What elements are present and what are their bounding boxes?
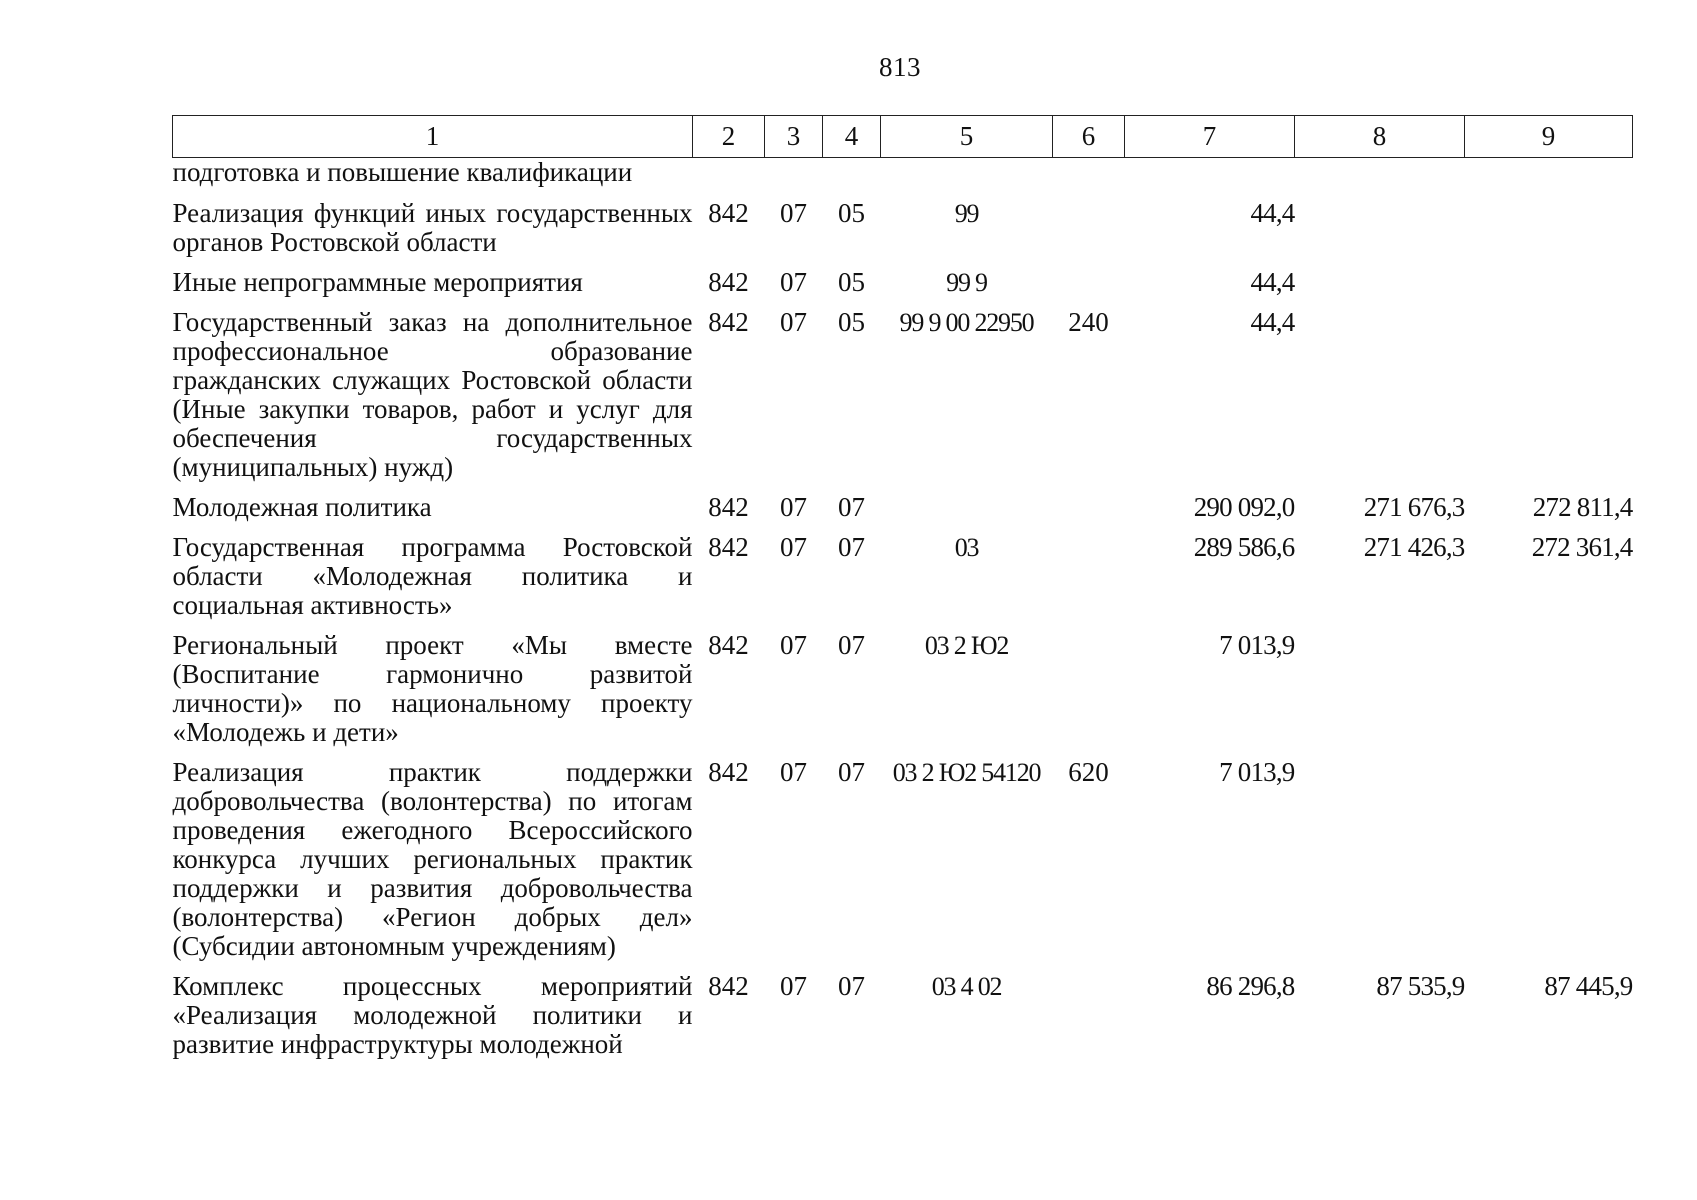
target-article-code: 03 2 Ю2 54120 bbox=[892, 758, 1041, 787]
row-name: Комплекс процессных мероприятий «Реализация молодежной политики и развитие инфраструктуры молодежной bbox=[172, 971, 693, 1059]
amount-col8 bbox=[1295, 758, 1465, 972]
amount-col9 bbox=[1465, 308, 1633, 493]
amount-col7: 44,4 bbox=[1250, 267, 1295, 297]
page-number: 813 bbox=[879, 52, 921, 82]
table-row bbox=[173, 199, 1633, 268]
table-row bbox=[173, 533, 1633, 631]
amount-col9: 87 445,9 bbox=[1544, 971, 1633, 1001]
amount-col7: 289 586,6 bbox=[1193, 532, 1295, 562]
amount-col8 bbox=[1295, 268, 1465, 308]
section-code: 07 bbox=[780, 971, 807, 1001]
ministry-code: 842 bbox=[708, 307, 749, 337]
ministry-code: 842 bbox=[708, 532, 749, 562]
row-name: Государственная программа Ростовской области «Молодежная политика и социальная активность» bbox=[172, 532, 693, 620]
amount-col9 bbox=[1465, 631, 1633, 758]
expense-type-code bbox=[1053, 493, 1125, 533]
row-name: Молодежная политика bbox=[172, 492, 432, 522]
table-row bbox=[173, 631, 1633, 758]
table-row bbox=[173, 308, 1633, 493]
amount-col8 bbox=[1295, 308, 1465, 493]
expense-type-code bbox=[1053, 268, 1125, 308]
amount-col9 bbox=[1465, 199, 1633, 268]
amount-col7 bbox=[1125, 158, 1295, 200]
row-name: Реализация практик поддержки добровольчества (волонтерства) по итогам проведения ежегодного Всероссийского конкурса лучших региональных практик поддержки и развития добровольчества (волонтерства) «Регион добрых дел» (Субсидии автономным учреждениям) bbox=[172, 757, 693, 961]
section-code: 07 bbox=[780, 267, 807, 297]
section-code: 07 bbox=[780, 492, 807, 522]
target-article-code: 99 9 00 22950 bbox=[899, 308, 1034, 337]
amount-col8: 271 426,3 bbox=[1363, 532, 1465, 562]
subsection-code: 05 bbox=[838, 198, 865, 228]
target-article-code: 99 bbox=[954, 199, 979, 228]
expense-type-code: 620 bbox=[1068, 757, 1109, 787]
subsection-code: 05 bbox=[838, 307, 865, 337]
column-header: 9 bbox=[1465, 116, 1633, 158]
ministry-code: 842 bbox=[708, 630, 749, 660]
amount-col9 bbox=[1465, 758, 1633, 972]
ministry-code bbox=[693, 158, 765, 200]
column-header: 4 bbox=[823, 116, 881, 158]
amount-col8 bbox=[1295, 631, 1465, 758]
row-name: подготовка и повышение квалификации bbox=[172, 157, 633, 187]
target-article-code: 03 bbox=[954, 533, 979, 562]
amount-col9 bbox=[1465, 158, 1633, 200]
target-article-code: 99 9 bbox=[946, 268, 987, 297]
expense-type-code bbox=[1053, 199, 1125, 268]
table-row bbox=[173, 972, 1633, 1070]
column-header: 2 bbox=[693, 116, 765, 158]
subsection-code: 05 bbox=[838, 267, 865, 297]
expense-type-code bbox=[1053, 631, 1125, 758]
table-row bbox=[173, 493, 1633, 533]
expense-type-code bbox=[1053, 533, 1125, 631]
section-code: 07 bbox=[780, 757, 807, 787]
subsection-code: 07 bbox=[838, 971, 865, 1001]
ministry-code: 842 bbox=[708, 492, 749, 522]
amount-col7: 86 296,8 bbox=[1206, 971, 1295, 1001]
subsection-code: 07 bbox=[838, 630, 865, 660]
amount-col8 bbox=[1295, 158, 1465, 200]
section-code bbox=[765, 158, 823, 200]
amount-col7: 7 013,9 bbox=[1219, 757, 1295, 787]
column-header: 8 bbox=[1295, 116, 1465, 158]
amount-col8: 87 535,9 bbox=[1376, 971, 1465, 1001]
amount-col9: 272 811,4 bbox=[1532, 492, 1633, 522]
table-row bbox=[173, 268, 1633, 308]
section-code: 07 bbox=[780, 307, 807, 337]
amount-col7: 290 092,0 bbox=[1193, 492, 1295, 522]
expense-type-code: 240 bbox=[1068, 307, 1109, 337]
column-header: 6 bbox=[1053, 116, 1125, 158]
ministry-code: 842 bbox=[708, 757, 749, 787]
table-row bbox=[173, 158, 1633, 200]
column-header: 5 bbox=[881, 116, 1053, 158]
expense-type-code bbox=[1053, 158, 1125, 200]
row-name: Региональный проект «Мы вместе (Воспитание гармонично развитой личности)» по национальному проекту «Молодежь и дети» bbox=[172, 630, 693, 747]
ministry-code: 842 bbox=[708, 198, 749, 228]
column-header: 7 bbox=[1125, 116, 1295, 158]
section-code: 07 bbox=[780, 198, 807, 228]
amount-col9: 272 361,4 bbox=[1531, 532, 1633, 562]
target-article-code bbox=[881, 493, 1053, 533]
target-article-code: 03 4 02 bbox=[931, 972, 1002, 1001]
subsection-code: 07 bbox=[838, 532, 865, 562]
amount-col9 bbox=[1465, 268, 1633, 308]
table-row bbox=[173, 758, 1633, 972]
amount-col7: 44,4 bbox=[1250, 307, 1295, 337]
subsection-code: 07 bbox=[838, 492, 865, 522]
section-code: 07 bbox=[780, 630, 807, 660]
subsection-code bbox=[823, 158, 881, 200]
amount-col7: 44,4 bbox=[1250, 198, 1295, 228]
expense-type-code bbox=[1053, 972, 1125, 1070]
row-name: Государственный заказ на дополнительное профессиональное образование гражданских служащих Ростовской области (Иные закупки товаров, работ и услуг для обеспечения государственных (муниципальных) нужд) bbox=[172, 307, 693, 482]
target-article-code bbox=[881, 158, 1053, 200]
ministry-code: 842 bbox=[708, 971, 749, 1001]
amount-col8: 271 676,3 bbox=[1363, 492, 1465, 522]
target-article-code: 03 2 Ю2 bbox=[924, 631, 1009, 660]
row-name: Иные непрограммные мероприятия bbox=[172, 267, 583, 297]
row-name: Реализация функций иных государственных органов Ростовской области bbox=[172, 198, 693, 257]
section-code: 07 bbox=[780, 532, 807, 562]
column-number-header bbox=[173, 116, 1633, 158]
subsection-code: 07 bbox=[838, 757, 865, 787]
column-header: 1 bbox=[173, 116, 693, 158]
column-header: 3 bbox=[765, 116, 823, 158]
ministry-code: 842 bbox=[708, 267, 749, 297]
amount-col7: 7 013,9 bbox=[1219, 630, 1295, 660]
budget-table bbox=[172, 115, 1633, 1070]
amount-col8 bbox=[1295, 199, 1465, 268]
